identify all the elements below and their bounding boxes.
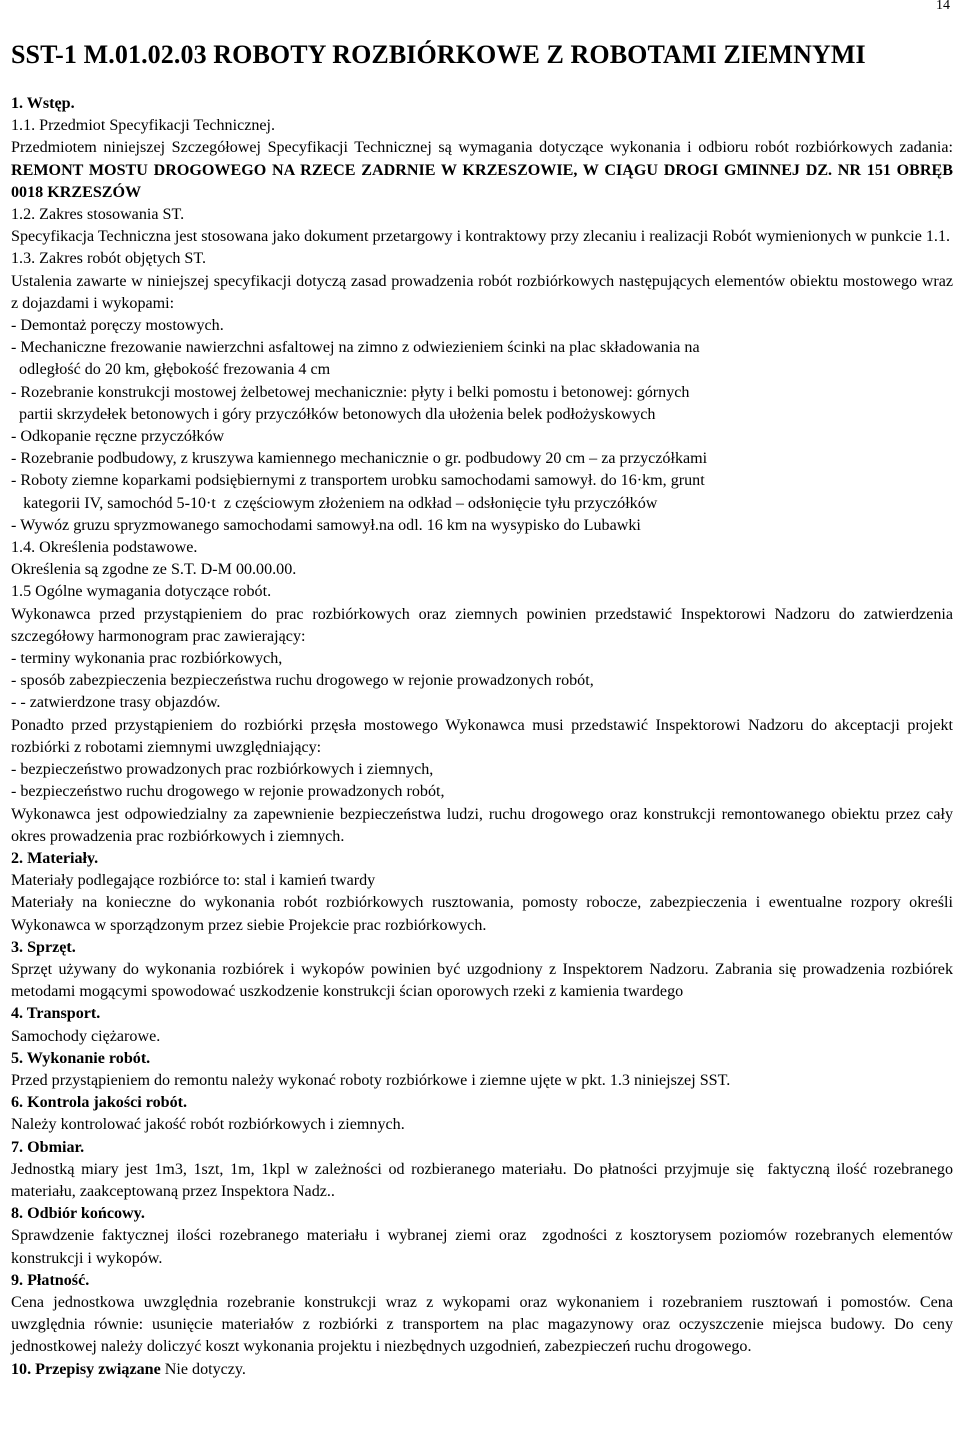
text: Sprzęt używany do wykonania rozbiórek i wykopów powinien być uzgodniony z Inspektorem Nadzoru. Zabrania się prowadzenia rozbiórek metodami mogącymi spowodować uszkodzenie konstrukcji ścian oporowych rzeki z kamienia twardego bbox=[11, 960, 958, 1001]
paragraph bbox=[11, 271, 958, 315]
project-name: REMONT MOSTU DROGOWEGO NA RZECE ZADRNIE W KRZESZOWIE, W CIĄGU DROGI GMINNEJ DZ. NR 151 OBRĘB 0018 KRZESZÓW bbox=[11, 161, 953, 201]
paragraph bbox=[11, 204, 953, 226]
text: 1.2. Zakres stosowania ST. bbox=[11, 206, 185, 224]
text: 1.3. Zakres robót objętych ST. bbox=[11, 250, 207, 268]
text: 1.1. Przedmiot Specyfikacji Technicznej. bbox=[11, 117, 276, 135]
text: Określenia są zgodne ze S.T. D-M 00.00.00. bbox=[11, 561, 297, 579]
paragraph bbox=[11, 470, 953, 492]
text: 7. Obmiar. bbox=[11, 1138, 85, 1156]
text: Sprawdzenie faktycznej ilości rozebranego materiału i wybranej ziemi oraz zgodności z kosztorysem poziomów rozebranych elementów konstrukcji i wykopów. bbox=[11, 1227, 958, 1267]
document-body bbox=[11, 93, 958, 1381]
text: Samochody ciężarowe. bbox=[11, 1027, 161, 1045]
text: - bezpieczeństwo ruchu drogowego w rejonie prowadzonych robót, bbox=[11, 783, 445, 801]
paragraph bbox=[11, 226, 953, 248]
text: Należy kontrolować jakość robót rozbiórkowych i ziemnych. bbox=[11, 1116, 405, 1134]
paragraph bbox=[11, 1225, 958, 1269]
text: odległość do 20 km, głębokość frezowania 4 cm bbox=[11, 361, 331, 379]
paragraph bbox=[11, 493, 953, 515]
text: - Wywóz gruzu spryzmowanego samochodami samowył.na odl. 16 km na wysypisko do Lubawki bbox=[11, 516, 641, 534]
document-title: SST-1 M.01.02.03 ROBOTY ROZBIÓRKOWE Z ROBOTAMI ZIEMNYMI bbox=[11, 40, 866, 69]
section-heading bbox=[11, 848, 953, 870]
text: - terminy wykonania prac rozbiórkowych, bbox=[11, 650, 283, 668]
text: - Mechaniczne frezowanie nawierzchni asfaltowej na zimno z odwiezieniem ścinki na plac składowania na bbox=[11, 339, 700, 357]
paragraph bbox=[11, 448, 953, 470]
paragraph bbox=[11, 959, 958, 1003]
text: - Demontaż poręczy mostowych. bbox=[11, 317, 224, 335]
text: Jednostką miary jest 1m3, 1szt, 1m, 1kpl w zależności od rozbieranego materiału. Do płatności przyjmuje się faktyczną ilość rozebranego materiału, zaakceptowaną przez Inspektora Nadz.. bbox=[11, 1160, 958, 1200]
paragraph bbox=[11, 426, 953, 448]
paragraph bbox=[11, 315, 953, 337]
paragraph bbox=[11, 359, 953, 381]
section-heading bbox=[11, 1203, 953, 1225]
paragraph bbox=[11, 670, 953, 692]
paragraph bbox=[11, 1159, 958, 1203]
text: 9. Płatność. bbox=[11, 1271, 90, 1289]
paragraph bbox=[11, 759, 953, 781]
text: 8. Odbiór końcowy. bbox=[11, 1205, 145, 1223]
text: - Rozebranie konstrukcji mostowej żelbetowej mechanicznie: płyty i belki pomostu i betonowej: górnych bbox=[11, 383, 690, 401]
text: Przedmiotem niniejszej Szczegółowej Specyfikacji Technicznej są wymagania dotyczące wykonania i odbioru robót rozbiórkowych zadania: bbox=[11, 139, 958, 157]
paragraph bbox=[11, 515, 953, 537]
text: kategorii IV, samochód 5-10·t z częściowym złożeniem na odkład – odsłonięcie tyłu przyczółków bbox=[11, 494, 658, 512]
text: - Rozebranie podbudowy, z kruszywa kamiennego mechanicznie o gr. podbudowy 20 cm – za przyczółkami bbox=[11, 450, 708, 468]
text: 3. Sprzęt. bbox=[11, 938, 76, 956]
text: 2. Materiały. bbox=[11, 849, 99, 867]
text: 5. Wykonanie robót. bbox=[11, 1049, 151, 1067]
paragraph bbox=[11, 559, 953, 581]
paragraph bbox=[11, 715, 958, 759]
section-heading bbox=[11, 937, 953, 959]
paragraph bbox=[11, 248, 953, 270]
text: Wykonawca jest odpowiedzialny za zapewnienie bezpieczeństwa ludzi, ruchu drogowego oraz konstrukcji remontowanego obiektu przez cały okres prowadzenia prac rozbiórkowych i ziemnych. bbox=[11, 805, 958, 845]
section-heading bbox=[11, 1048, 953, 1070]
paragraph bbox=[11, 137, 958, 204]
page-number: 14 bbox=[936, 0, 950, 13]
section-heading bbox=[11, 1270, 953, 1292]
text: Materiały podlegające rozbiórce to: stal i kamień twardy bbox=[11, 872, 376, 890]
paragraph bbox=[11, 892, 957, 936]
paragraph bbox=[11, 115, 953, 137]
paragraph bbox=[11, 781, 953, 803]
text: 1.4. Określenia podstawowe. bbox=[11, 539, 198, 557]
paragraph bbox=[11, 382, 953, 404]
paragraph bbox=[11, 1114, 953, 1136]
text: Nie dotyczy. bbox=[160, 1360, 246, 1378]
section-heading bbox=[11, 1003, 953, 1025]
paragraph bbox=[11, 692, 953, 714]
paragraph bbox=[11, 337, 953, 359]
text: Ponadto przed przystąpieniem do rozbiórki przęsła mostowego Wykonawca musi przedstawić Inspektorowi Nadzoru do akceptacji projekt rozbiórki z robotami ziemnymi uwzględniający: bbox=[11, 716, 958, 756]
text: Wykonawca przed przystąpieniem do prac rozbiórkowych oraz ziemnych powinien przedstawić Inspektorowi Nadzoru do zatwierdzenia szczegółowy harmonogram prac zawierający: bbox=[11, 605, 958, 645]
text: - sposób zabezpieczenia bezpieczeństwa ruchu drogowego w rejonie prowadzonych robót, bbox=[11, 672, 594, 690]
section-heading bbox=[11, 1137, 953, 1159]
text: - bezpieczeństwo prowadzonych prac rozbiórkowych i ziemnych, bbox=[11, 761, 434, 779]
text: partii skrzydełek betonowych i góry przyczółków betonowych dla ułożenia belek podłożyskowych bbox=[11, 405, 656, 423]
text: - Roboty ziemne koparkami podsiębiernymi z transportem urobku samochodami samowył. do 16·km, grunt bbox=[11, 472, 705, 490]
text: Cena jednostkowa uwzględnia rozebranie konstrukcji wraz z wykopami oraz wykonaniem i rozebraniem rusztowań i pomostów. Cena uwzględnia równie: usunięcie materiałów z rozbiórki z transportem na plac magazynowy oraz oczyszczenie miejsca budowy. Do ceny jednostkowej należy doliczyć koszt wykonania projektu i niezbędnych uzgodnień, zabezpieczeń ruchu drogowego. bbox=[11, 1293, 958, 1356]
paragraph bbox=[11, 604, 958, 648]
paragraph bbox=[11, 870, 953, 892]
text: 4. Transport. bbox=[11, 1005, 101, 1023]
paragraph bbox=[11, 648, 953, 670]
section-heading bbox=[11, 93, 953, 115]
text: Materiały na konieczne do wykonania robót rozbiórkowych rusztowania, pomosty robocze, zabezpieczenia i ewentualne rozpory określi Wykonawca w sporządzonym przez siebie Projekcie prac rozbiórkowych. bbox=[11, 894, 957, 934]
paragraph bbox=[11, 581, 953, 603]
paragraph bbox=[11, 1292, 958, 1359]
paragraph bbox=[11, 1026, 953, 1048]
text: Ustalenia zawarte w niniejszej specyfikacji dotyczą zasad prowadzenia robót rozbiórkowych następujących elementów obiektu mostowego wraz z dojazdami i wykopami: bbox=[11, 272, 958, 312]
text: 1. Wstęp. bbox=[11, 95, 75, 112]
text: - - zatwierdzone trasy objazdów. bbox=[11, 694, 221, 712]
text: 10. Przepisy związane bbox=[11, 1360, 161, 1378]
text: 6. Kontrola jakości robót. bbox=[11, 1094, 187, 1112]
section-heading bbox=[11, 1092, 953, 1114]
paragraph bbox=[11, 1070, 953, 1092]
text: Przed przystąpieniem do remontu należy wykonać roboty rozbiórkowe i ziemne ujęte w pkt. 1.3 niniejszej SST. bbox=[11, 1071, 731, 1089]
paragraph bbox=[11, 404, 953, 426]
text: 1.5 Ogólne wymagania dotyczące robót. bbox=[11, 583, 272, 601]
text: - Odkopanie ręczne przyczółków bbox=[11, 428, 225, 446]
section-heading bbox=[11, 1359, 953, 1381]
paragraph bbox=[11, 804, 958, 848]
paragraph bbox=[11, 537, 953, 559]
text: Specyfikacja Techniczna jest stosowana jako dokument przetargowy i kontraktowy przy zlecaniu i realizacji Robót wymienionych w punkcie 1.1. bbox=[11, 228, 951, 246]
